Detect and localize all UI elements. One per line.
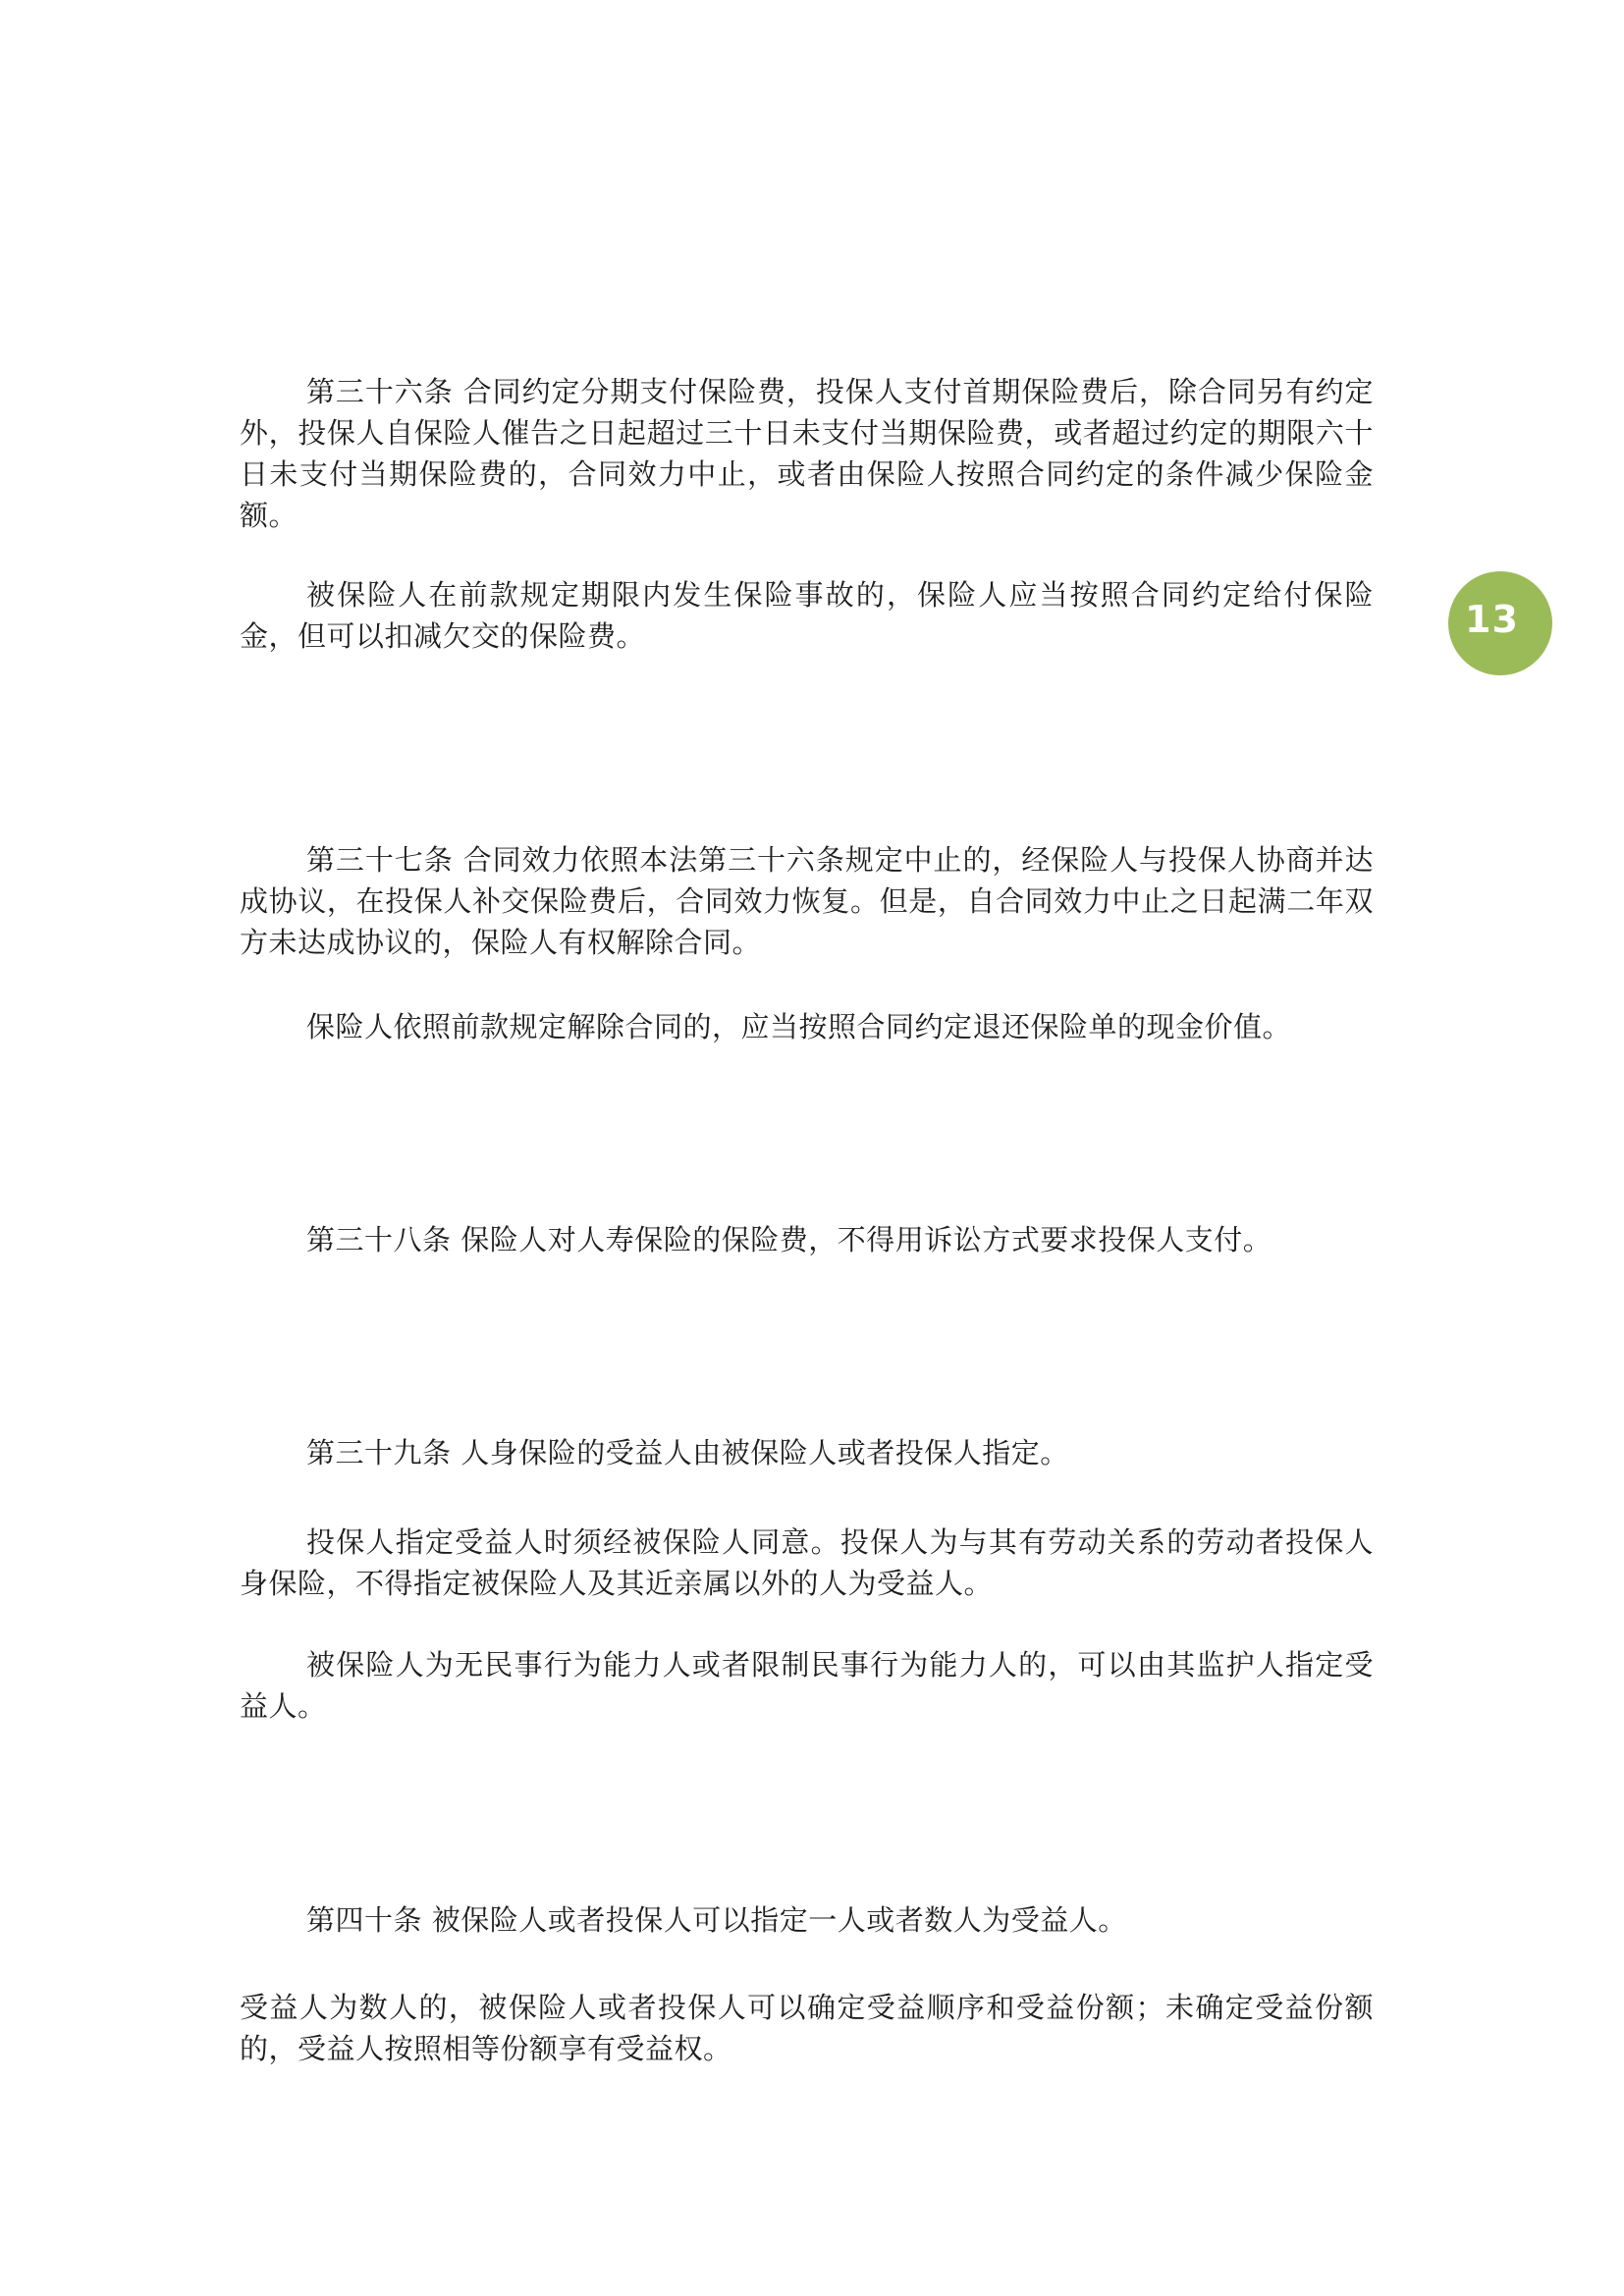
paragraph-article-39-clause-3: 被保险人为无民事行为能力人或者限制民事行为能力人的，可以由其监护人指定受益人。 xyxy=(240,1648,1374,1723)
paragraph-article-39: 第三十九条 人身保险的受益人由被保险人或者投保人指定。 xyxy=(306,1436,1069,1469)
paragraph-article-37: 第三十七条 合同效力依照本法第三十六条规定中止的，经保险人与投保人协商并达成协议，在投保人补交保险费后，合同效力恢复。但是，自合同效力中止之日起满二年双方未达成协议的，保险人有权解除合同。 xyxy=(240,843,1374,959)
page-number: 13 xyxy=(1465,598,1519,641)
paragraph-article-38: 第三十八条 保险人对人寿保险的保险费，不得用诉讼方式要求投保人支付。 xyxy=(306,1223,1272,1256)
paragraph-article-36-clause-2: 被保险人在前款规定期限内发生保险事故的，保险人应当按照合同约定给付保险金，但可以扣减欠交的保险费。 xyxy=(240,578,1374,653)
paragraph-article-39-clause-2: 投保人指定受益人时须经被保险人同意。投保人为与其有劳动关系的劳动者投保人身保险，不得指定被保险人及其近亲属以外的人为受益人。 xyxy=(240,1525,1374,1600)
paragraph-article-40: 第四十条 被保险人或者投保人可以指定一人或者数人为受益人。 xyxy=(306,1903,1127,1937)
paragraph-article-36: 第三十六条 合同约定分期支付保险费，投保人支付首期保险费后，除合同另有约定外，投保人自保险人催告之日起超过三十日未支付当期保险费，或者超过约定的期限六十日未支付当期保险费的，合同效力中止，或者由保险人按照合同约定的条件减少保险金额。 xyxy=(240,375,1374,532)
body-text xyxy=(240,371,1374,2069)
paragraph-article-40-clause-2: 受益人为数人的，被保险人或者投保人可以确定受益顺序和受益份额；未确定受益份额的，受益人按照相等份额享有受益权。 xyxy=(240,1991,1374,2065)
page-number-badge xyxy=(1448,571,1552,675)
paragraph-article-37-clause-2: 保险人依照前款规定解除合同的，应当按照合同约定退还保险单的现金价值。 xyxy=(306,1010,1292,1043)
